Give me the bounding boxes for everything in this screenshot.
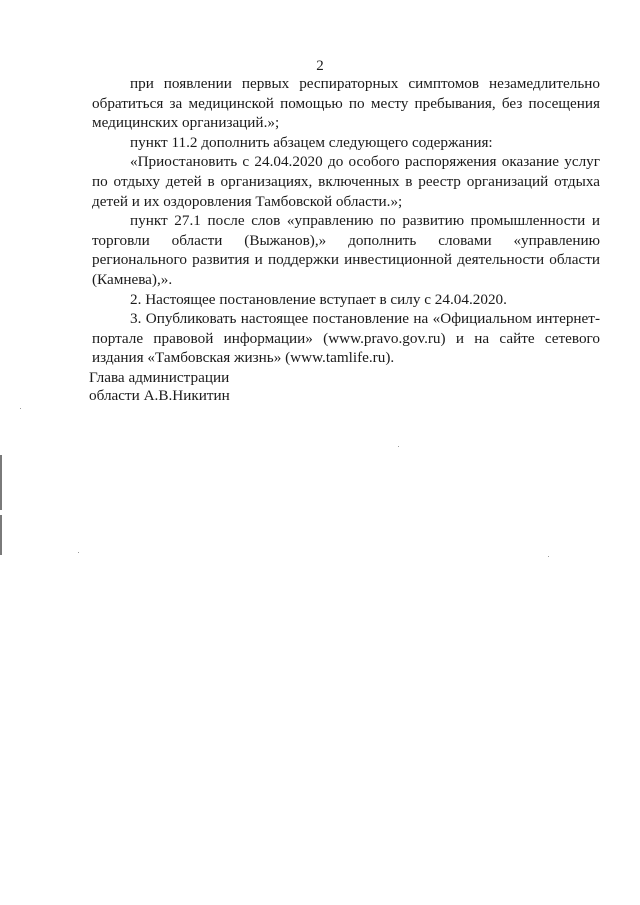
signature-title: Глава администрации — [89, 369, 230, 386]
scan-edge-mark — [0, 455, 2, 510]
page-number: 2 — [316, 58, 324, 74]
scan-speck — [548, 556, 549, 557]
scan-speck — [78, 552, 79, 553]
paragraph-point-27-1: пункт 27.1 после слов «управлению по развитию промышленности и торговли области (Выжанов),» дополнить словами «управлению регионального развития и поддержки инвестиционной деятельности области (Камнева),». — [92, 212, 600, 288]
paragraph-publication: 3. Опубликовать настоящее постановление на «Официальном интернет-портале правовой информации» (www.pravo.gov.ru) и на сайте сетевого издания «Тамбовская жизнь» (www.tamlife.ru). — [92, 310, 600, 367]
signature-name: области А.В.Никитин — [89, 387, 230, 404]
scan-speck — [398, 446, 399, 447]
document-body — [92, 74, 600, 368]
paragraph-respiratory-symptoms: при появлении первых респираторных симптомов незамедлительно обратиться за медицинской помощью по месту пребывания, без посещения медицинских организаций.»; — [92, 75, 600, 132]
paragraph-effective-date: 2. Настоящее постановление вступает в силу с 24.04.2020. — [130, 290, 507, 308]
scan-edge-mark — [0, 515, 2, 555]
paragraph-suspend-children-services: «Приостановить с 24.04.2020 до особого распоряжения оказание услуг по отдыху детей в организациях, включенных в реестр организаций отдыха детей и их оздоровления Тамбовской области.»; — [92, 153, 600, 210]
signature-block — [89, 369, 230, 405]
paragraph-point-11-2: пункт 11.2 дополнить абзацем следующего содержания: — [130, 133, 493, 151]
scan-speck — [20, 408, 21, 409]
